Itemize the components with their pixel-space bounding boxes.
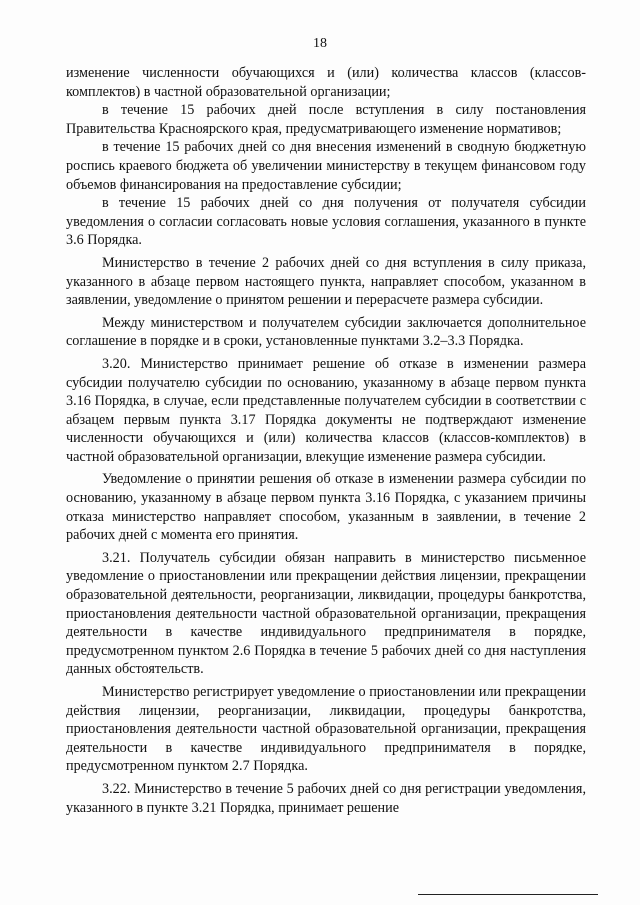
footer-rule [418, 894, 598, 895]
page-number: 18 [313, 36, 327, 51]
paragraph: Министерство в течение 2 рабочих дней со дня вступления в силу приказа, указанного в абзаце первом настоящего пункта, направляет способом, указанном в заявлении, уведомление о принятом решении и перерасчете размера субсидии. [66, 254, 586, 309]
paragraph: 3.20. Министерство принимает решение об отказе в изменении размера субсидии получателю субсидии по основанию, указанному в абзаце первом пункта 3.16 Порядка, в случае, если представленные получателем субсидии в соответствии с абзацем первым пункта 3.17 Порядка документы не подтверждают изменение численности обучающихся и (или) количества классов (классов-комплектов) в частной образовательной организации, влекущие изменение размера субсидии. [66, 355, 586, 465]
document-body [66, 64, 586, 817]
paragraph: Уведомление о принятии решения об отказе в изменении размера субсидии по основанию, указанному в абзаце первом пункта 3.16 Порядка, с указанием причины отказа министерство направляет способом, указанным в заявлении, в течение 2 рабочих дней с момента его принятия. [66, 471, 586, 544]
paragraph: в течение 15 рабочих дней со дня получения от получателя субсидии уведомления о согласии согласовать новые условия соглашения, указанного в пункте 3.6 Порядка. [66, 195, 586, 249]
paragraph: в течение 15 рабочих дней со дня внесения изменений в сводную бюджетную роспись краевого бюджета об увеличении министерству в текущем финансовом году объемов финансирования на предоставление субсидии; [66, 139, 586, 193]
paragraph: 3.22. Министерство в течение 5 рабочих дней со дня регистрации уведомления, указанного в пункте 3.21 Порядка, принимает решение [66, 780, 586, 816]
paragraph: в течение 15 рабочих дней после вступления в силу постановления Правительства Красноярского края, предусматривающего изменение нормативов; [66, 102, 586, 137]
paragraph: Министерство регистрирует уведомление о приостановлении или прекращении действия лицензии, реорганизации, ликвидации, процедуры банкротства, приостановления деятельности частной образовательной организации, прекращения деятельности в качестве индивидуального предпринимателя в порядке, предусмотренном пунктом 2.7 Порядка. [66, 684, 586, 775]
paragraph: Между министерством и получателем субсидии заключается дополнительное соглашение в порядке и в сроки, установленные пунктами 3.2–3.3 Порядка. [66, 314, 586, 350]
paragraph: 3.21. Получатель субсидии обязан направить в министерство письменное уведомление о приостановлении или прекращении действия лицензии, прекращении образовательной деятельности, реорганизации, ликвидации, процедуры банкротства, приостановления деятельности частной образовательной организации, прекращения деятельности в качестве индивидуального предпринимателя в порядке, предусмотренном пунктом 2.6 Порядка в течение 5 рабочих дней со дня наступления данных обстоятельств. [66, 549, 586, 678]
paragraph: изменение численности обучающихся и (или) количества классов (классов-комплектов) в частной образовательной организации; [66, 65, 586, 100]
